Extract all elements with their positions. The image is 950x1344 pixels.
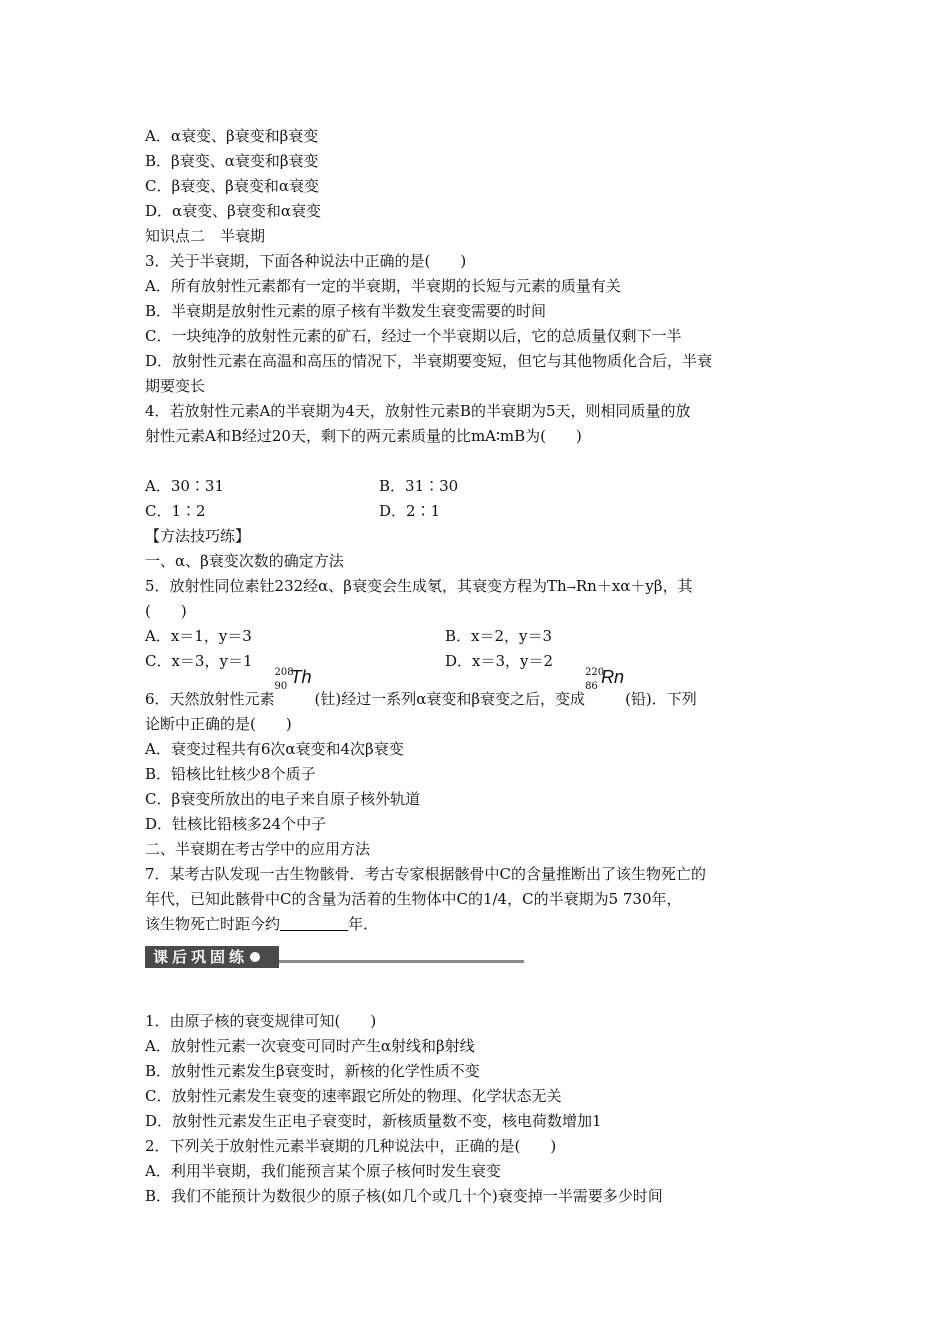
q2-option-c: C．β衰变、β衰变和α衰变 <box>145 177 319 195</box>
p1-stem: 1．由原子核的衰变规律可知( ) <box>145 1012 377 1030</box>
thorium-symbol: Th <box>290 667 312 687</box>
worksheet-page <box>145 124 785 1209</box>
q6-option-a: A．衰变过程共有6次α衰变和4次β衰变 <box>145 740 404 758</box>
radon-symbol: Rn <box>601 667 625 687</box>
q5-stem-line2: ( ) <box>145 602 187 620</box>
q4-option-a: A．30∶31 <box>145 477 225 495</box>
answer-blank[interactable] <box>280 914 348 931</box>
q6-stem-line2: 论断中正确的是( ) <box>145 715 292 733</box>
banner-rule <box>279 960 524 963</box>
q3-option-a: A．所有放射性元素都有一定的半衰期，半衰期的长短与元素的质量有关 <box>145 277 621 295</box>
q5-options-row2 <box>145 649 785 674</box>
q5-option-b: B．x＝2，y＝3 <box>445 627 553 645</box>
q7-stem-post: 年． <box>348 915 379 933</box>
q4-options-row1 <box>145 474 785 499</box>
radon-atomic-number: 86 <box>585 681 598 692</box>
q3-option-b: B．半衰期是放射性元素的原子核有半数发生衰变需要的时间 <box>145 302 547 320</box>
q4-options-row2 <box>145 499 785 524</box>
q7-stem-line1: 7．某考古队发现一古生物骸骨．考古专家根据骸骨中C的含量推断出了该生物死亡的 <box>145 865 707 883</box>
thorium-atomic-number: 90 <box>274 681 288 692</box>
q5-stem-line1 <box>145 574 785 599</box>
q2-option-b: B．β衰变、α衰变和β衰变 <box>145 152 319 170</box>
p2-option-b: B．我们不能预计为数很少的原子核(如几个或几十个)衰变掉一半需要多少时间 <box>145 1187 663 1205</box>
method2-heading: 二、半衰期在考古学中的应用方法 <box>145 840 371 858</box>
q5-stem-pre: 5．放射性同位素钍232经α、β衰变会生成氡，其衰变方程为Th <box>145 577 567 595</box>
q6-stem-pre: 6．天然放射性元素 <box>145 690 275 708</box>
q5-options-row1 <box>145 624 785 649</box>
q6-stem-post: (铅)．下列 <box>625 690 697 708</box>
q5-option-d: D．x＝3，y＝2 <box>445 652 554 670</box>
q7-stem-line3 <box>145 912 785 937</box>
q4-option-d: D．2∶1 <box>379 502 441 520</box>
q4-stem-line1: 4．若放射性元素A的半衰期为4天，放射性元素B的半衰期为5天，则相同质量的放 <box>145 402 691 420</box>
section-banner <box>145 943 785 973</box>
q2-option-a: A．α衰变、β衰变和β衰变 <box>145 127 319 145</box>
p1-option-a: A．放射性元素一次衰变可同时产生α射线和β射线 <box>145 1037 475 1055</box>
q5-stem-post: Rn＋xα＋yβ，其 <box>575 577 693 595</box>
p1-option-d: D．放射性元素发生正电子衰变时，新核质量数不变，核电荷数增加1 <box>145 1112 602 1130</box>
q6-option-d: D．钍核比铅核多24个中子 <box>145 815 327 833</box>
q3-option-d-line1: D．放射性元素在高温和高压的情况下，半衰期要变短，但它与其他物质化合后，半衰 <box>145 352 713 370</box>
q3-option-d-line2: 期要变长 <box>145 377 206 395</box>
q7-stem-pre: 该生物死亡时距今约 <box>145 915 281 933</box>
q3-stem: 3．关于半衰期，下面各种说法中正确的是( ) <box>145 252 467 270</box>
q6-option-b: B．铅核比钍核少8个质子 <box>145 765 316 783</box>
thorium-isotope <box>274 667 315 706</box>
q6-option-c: C．β衰变所放出的电子来自原子核外轨道 <box>145 790 421 808</box>
q3-option-c: C．一块纯净的放射性元素的矿石，经过一个半衰期以后，它的总质量仅剩下一半 <box>145 327 682 345</box>
p2-option-a: A．利用半衰期，我们能预言某个原子核何时发生衰变 <box>145 1162 501 1180</box>
q2-option-d: D．α衰变、β衰变和α衰变 <box>145 202 321 220</box>
banner-text: 课后巩固练 <box>153 948 249 966</box>
q6-stem-mid: (钍)经过一系列α衰变和β衰变之后，变成 <box>314 690 586 708</box>
radon-mass-number: 220 <box>585 667 605 678</box>
q5-option-a: A．x＝1，y＝3 <box>145 627 252 645</box>
methods-title: 【方法技巧练】 <box>145 527 251 545</box>
banner-label <box>145 946 279 968</box>
method1-heading: 一、α、β衰变次数的确定方法 <box>145 552 344 570</box>
arrow-icon: → <box>566 581 576 594</box>
radon-isotope <box>585 667 625 706</box>
thorium-mass-number: 208 <box>274 667 294 678</box>
section-heading-halflife: 知识点二 半衰期 <box>145 227 266 245</box>
q6-stem-line1 <box>145 667 785 712</box>
q4-option-c: C．1∶2 <box>145 502 206 520</box>
q4-stem-line2: 射性元素A和B经过20天，剩下的两元素质量的比mA∶mB为( ) <box>145 427 582 445</box>
p2-stem: 2．下列关于放射性元素半衰期的几种说法中，正确的是( ) <box>145 1137 557 1155</box>
p1-option-b: B．放射性元素发生β衰变时，新核的化学性质不变 <box>145 1062 480 1080</box>
p1-option-c: C．放射性元素发生衰变的速率跟它所处的物理、化学状态无关 <box>145 1087 562 1105</box>
q4-option-b: B．31∶30 <box>379 477 459 495</box>
q7-stem-line2: 年代，已知此骸骨中C的含量为活着的生物体中C的1/4，C的半衰期为5 730年， <box>145 890 682 908</box>
q5-option-c: C．x＝3，y＝1 <box>145 652 253 670</box>
bullet-dot-icon <box>250 952 260 962</box>
